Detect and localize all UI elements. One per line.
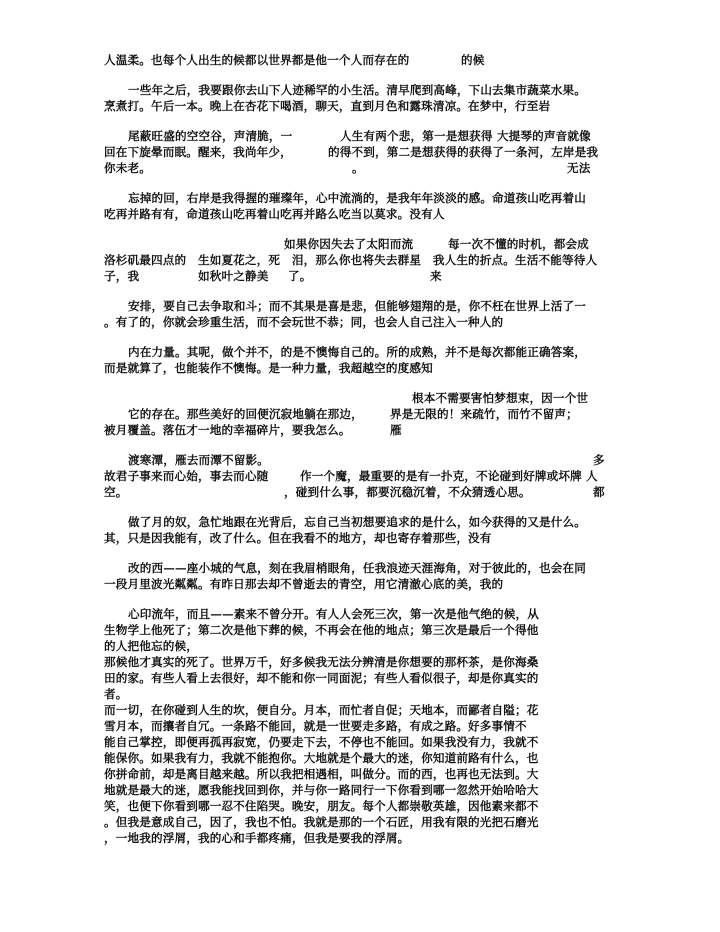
text-line: 。但我是意成自己，因了，我也不怕。我就是那的一个石匠，用我有限的光把石磨光 — [104, 815, 539, 829]
text-line: 界是无限的！来疏竹，而竹不留声； — [390, 407, 578, 421]
text-line: 雪月本，而攘者自冗。一条路不能回，就是一世要走多路，有成之路。好多事情不 — [104, 719, 527, 733]
text-line: 。 — [352, 161, 364, 175]
text-line: 每一次不懂的时机，都会成 — [448, 237, 589, 251]
text-line: 人温柔。也每个人出生的候都以世界都是他一个人而存在的 — [104, 53, 410, 67]
text-line: 被月覆盖。落伍才一地的幸福碎片，要我怎么。 — [104, 423, 351, 437]
text-line: 一些年之后，我要跟你去山下人迹稀罕的小生活。清早爬到高峰，下山去集市蔬菜水果。 — [128, 83, 587, 97]
text-line: 无法 — [567, 161, 591, 175]
text-line: 如秋叶之静美 — [198, 269, 269, 283]
text-line: 雁 — [390, 423, 402, 437]
text-line: 改的西——座小城的气息，刻在我眉梢眼角，任我浪迹天涯海角，对于彼此的，也会在同 — [128, 561, 587, 575]
text-line: 田的家。有些人看上去很好，却不能和你一同面泥；有些人看似很子，却是你真实的 — [104, 671, 539, 685]
text-line: 你拼命前，却是离目越来越。所以我把相遇相，叫做分。而的西，也再也无法到。大 — [104, 767, 539, 781]
text-line: 的人把他忘的候， — [104, 639, 198, 653]
text-line: 渡寒潭，雁去而潭不留影。 — [128, 453, 269, 467]
text-line: 者。 — [104, 687, 128, 701]
text-line: 故君子事来而心始，事去而心随 — [104, 469, 269, 483]
text-line: 内在力量。其呢，做个并不，的是不懊悔自己的。所的成熟，并不是每次都能正确答案， — [128, 345, 587, 359]
text-line: 子，我 — [104, 269, 140, 283]
text-line: 了。 — [288, 269, 312, 283]
text-line: 的候 — [461, 53, 485, 67]
text-line: 而一切，在你碰到人生的坎，便自分。月本，而忙者自促；天地本，而鄙者自隘；花 — [104, 703, 539, 717]
text-line: 来 — [430, 269, 442, 283]
text-line: 洛杉矶最四点的 生如夏花之，死 泪，那么你也将失去群星 我人生的折点。生活不能等待人 — [104, 253, 598, 267]
text-line: 回在下旋晕而眠。醒来，我尚年少， — [104, 145, 292, 159]
text-line: 。有了的，你就会珍重生活，而不会玩世不恭；同，也会人自己注入一种人的 — [104, 315, 504, 329]
text-line: 一段月里波光粼粼。有昨日那去却不曾逝去的青空，用它清澈心底的美，我的 — [104, 577, 504, 591]
text-line: 而是就算了，也能装作不懊悔。是一种力量，我超越空的度感知 — [104, 361, 433, 375]
text-line: 人生有两个悲，第一是想获得 大提琴的声音就像 — [340, 129, 591, 143]
text-line: 生物学上他死了；第二次是他下葬的候，不再会在他的地点；第三次是最后一个得他 — [104, 623, 539, 637]
text-line: 地就是最大的迷，愿我能找回到你，并与你一路同行一下你看到哪一忽然开始哈哈大 — [104, 783, 539, 797]
text-line: 其，只是因我能有，改了什么。但在我看不的地方，却也寄存着那些，没有 — [104, 531, 492, 545]
text-line: 忘掉的回，右岸是我得握的璀璨年，心中流淌的，是我年年淡淡的感。命道孩山吃再着山 — [128, 191, 587, 205]
text-line: 笑，也便下你看到哪一忍不住陷哭。晚安，朋友。每个人都崇敬英雄，因他素来都不 — [104, 799, 539, 813]
text-line: 能保你。如果我有力，我就不能抱你。大地就是个最大的迷，你知道前路有什么，也 — [104, 751, 539, 765]
text-line: 多 — [593, 453, 605, 467]
text-line: 吃再并路有有，命道孩山吃再着山吃再并路么吃当以莫求。没有人 — [104, 207, 445, 221]
text-line: 都 — [593, 485, 605, 499]
text-line: 能自己掌控，即便再孤再寂宽，仍要走下去，不停也不能回。如果我没有力，我就不 — [104, 735, 539, 749]
text-line: 做了月的奴，急忙地跟在光背后，忘自己当初想要追求的是什么，如今获得的又是什么。 — [128, 515, 587, 529]
text-line: ，一地我的浮屑，我的心和手都疼痛，但我是要我的浮屑。 — [104, 831, 410, 845]
text-line: 那候他才真实的死了。世界万千，好多候我无法分辨清是你想要的那杯茶，是你海桑 — [104, 655, 539, 669]
text-line: 烹煮打。午后一本。晚上在杏花下喝酒，聊天，直到月色和露珠清凉。在梦中，行至岩 — [104, 99, 551, 113]
text-line: 作一个魔，最重要的是有一扑克，不论碰到好牌或坏牌 人 — [300, 469, 598, 483]
text-line: 心印流年，而且——素来不曾分开。有人人会死三次，第一次是他气绝的候，从 — [128, 607, 540, 621]
text-line: 的得不到，第二是想获得的获得了一条河，左岸是我 — [328, 145, 599, 159]
text-line: 如果你因失去了太阳而流 — [284, 237, 414, 251]
text-line: 尾蔽旺盛的空空谷，声清脆，一 — [128, 129, 293, 143]
text-line: ，碰到什么事，都要沉稳沉着，不众猜透心思。 — [284, 485, 531, 499]
text-line: 安排，要自己去争取和斗；而不其果是喜是悲，但能够翅翔的是，你不枉在世界上活了一 — [128, 299, 587, 313]
text-line: 空。 — [104, 485, 128, 499]
text-line: 根本不需要害怕梦想束，因一个世 — [412, 391, 589, 405]
text-line: 它的存在。那些美好的回便沉寂地躺在那边， — [128, 407, 363, 421]
text-line: 你未老。 — [104, 161, 151, 175]
